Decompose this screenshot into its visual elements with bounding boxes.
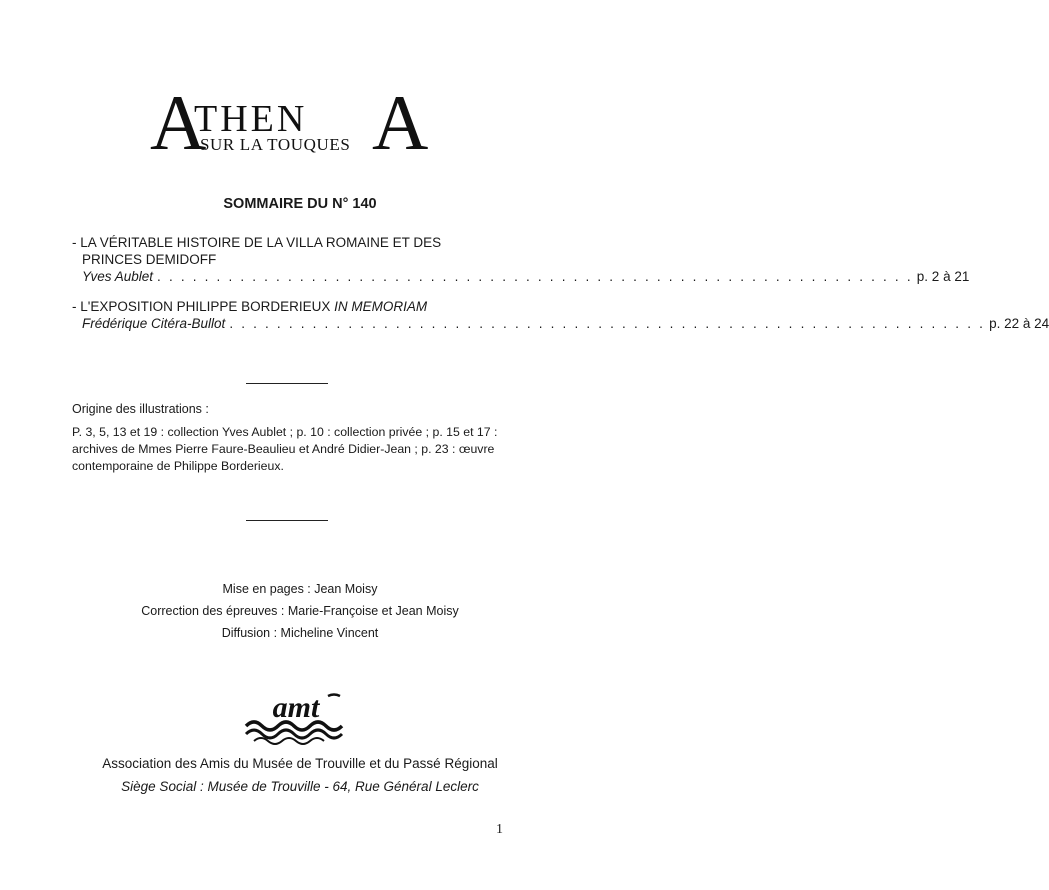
amt-logo — [240, 690, 350, 744]
entry-author-line — [72, 268, 970, 285]
siege-social: Siège Social : Musée de Trouville - 64, Rue Général Leclerc — [121, 779, 479, 794]
association-name: Association des Amis du Musée de Trouville et du Passé Régional — [102, 756, 498, 771]
summary-title: SOMMAIRE DU N° 140 — [223, 196, 377, 212]
entry-pages: p. 22 à 24 — [989, 316, 1049, 331]
waves-logo-icon — [240, 690, 350, 744]
illustrations-text: P. 3, 5, 13 et 19 : collection Yves Aublet ; p. 10 : collection privée ; p. 15 et 17 : archives de Mmes Pierre Faure-Beaulieu et André Didier-Jean ; p. 23 : œuvre contemporaine de Philippe Borderieux. — [72, 425, 498, 473]
masthead-letter-left: A — [150, 79, 207, 166]
credit-proofreading: Correction des épreuves : Marie-Françoise et Jean Moisy — [141, 604, 459, 618]
masthead-title: THEN — [194, 98, 308, 140]
summary-entry — [72, 298, 1049, 332]
entry-title: - LA VÉRITABLE HISTOIRE DE LA VILLA ROMAINE ET DES PRINCES DEMIDOFF — [72, 235, 442, 267]
entry-pages: p. 2 à 21 — [916, 269, 970, 284]
credits — [0, 578, 600, 644]
masthead — [150, 79, 450, 166]
credit-distribution: Diffusion : Micheline Vincent — [221, 626, 379, 640]
entry-title-line — [72, 298, 500, 315]
divider — [246, 383, 328, 384]
dot-leader: . . . . . . . . . . . . . . . . . . . . . . . . . . . . . . . . . . . . . . . . . . . . . . . . . . . . . . . . . . . . . . . . — [229, 316, 986, 331]
illustrations-heading: Origine des illustrations : — [72, 402, 209, 416]
page-number: 1 — [496, 822, 503, 837]
entry-author: Yves Aublet — [82, 269, 154, 284]
logo-text: amt — [272, 691, 320, 724]
masthead-letter-right: A — [372, 79, 429, 166]
credit-layout: Mise en pages : Jean Moisy — [222, 582, 378, 596]
entry-title: - L'EXPOSITION PHILIPPE BORDERIEUX — [72, 299, 331, 314]
masthead-subtitle: SUR LA TOUQUES — [200, 135, 351, 154]
summary-entry — [72, 234, 970, 285]
entry-author: Frédérique Citéra-Bullot — [82, 316, 226, 331]
divider — [246, 520, 328, 521]
entry-title-italic: IN MEMORIAM — [334, 299, 428, 314]
entry-author-line — [72, 315, 1049, 332]
dot-leader: . . . . . . . . . . . . . . . . . . . . . . . . . . . . . . . . . . . . . . . . . . . . . . . . . . . . . . . . . . . . . . . . — [157, 269, 913, 284]
